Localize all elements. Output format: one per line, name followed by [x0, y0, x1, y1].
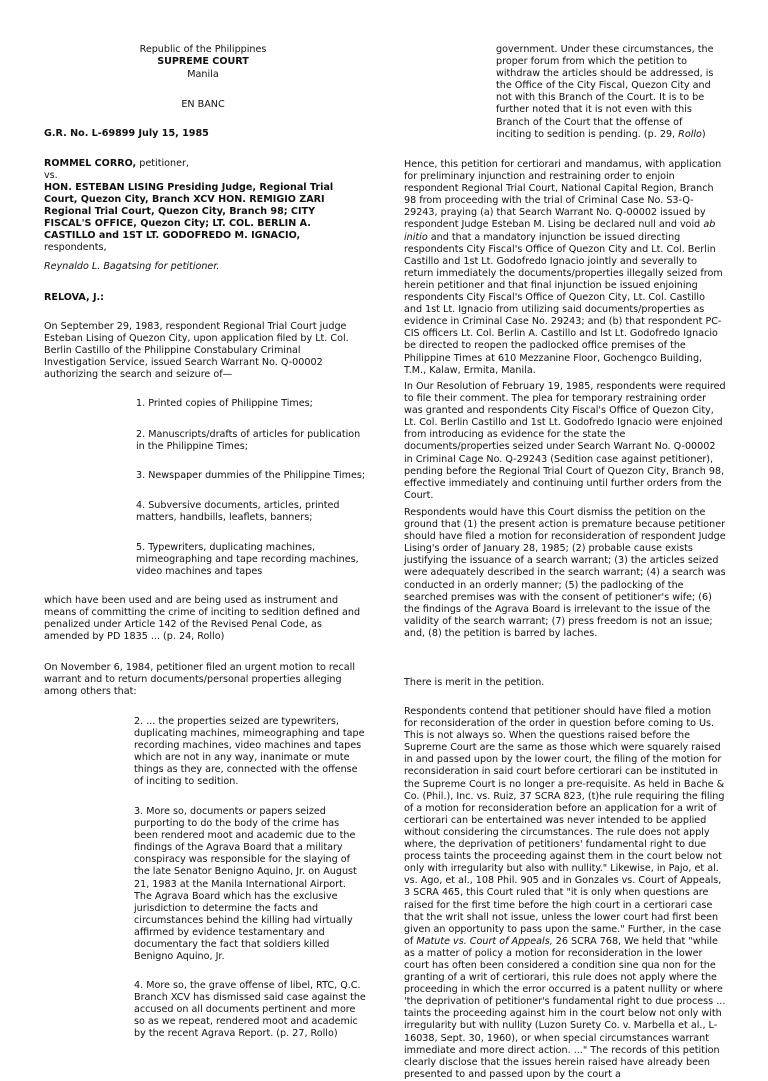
- paragraph-reconsideration: [404, 706, 726, 1081]
- court-city: Manila: [187, 69, 219, 80]
- petitioner-role: petitioner,: [136, 158, 189, 169]
- respondents-role: respondents,: [44, 242, 107, 254]
- respondents-block: [44, 182, 362, 255]
- petition-text-a: Hence, this petition for certiorari and mandamus, with application for preliminary injunction and restraining order to enjoin respondent Regional Trial Court, National Capital Region, Branch 98 from proceeding with the trial of Criminal Case No. S3-Q-29243, praying (a) that Search Warrant No. Q-00002 issued by respondent Judge Esteban M. Lising be declared null and void: [404, 159, 722, 231]
- reconsideration-text-a: Respondents contend that petitioner should have filed a motion for reconsideration of the order in question before coming to Us. This is not always so. When the questions raised before the Supreme Court are the same as those which were squarely raised in and passed upon by the lower court, the filing of the motion for reconsideration in said court before certiorari can be instituted in the Supreme Court is no longer a pre-requisite. As held in Bache & Co. (Phil.), Inc. vs. Ruiz, 37 SCRA 823, (t)he rule requiring the filing of a motion for reconsideration before an application for a writ of certiorari can be entertained was never intended to be applied without considering the circumstances. The rule does not apply where, the deprivation of petitioners' fundamental right to due process taints the proceeding against them in the court below not only with irregularity but also with nullity." Likewise, in Pajo, et al. vs. Ago, et al., 108 Phil. 905 and in Gonzales vs. Court of Appeals, 3 SCRA 465, this Court ruled that "it is only when questions are raised for the first time before the high court in a certiorari case that the writ shall not issue, unless the lower court had first been given an opportunity to pass upon the same." Further, in the case of: [404, 706, 725, 947]
- continuation-text: government. Under these circumstances, the proper forum from which the petition to withdraw the articles should be addressed, is the Office of the City Fiscal, Quezon City and not with this Branch of the Court. It is to be further noted that it is not even with this Branch of the Court that the offense of inciting to sedition is pending. (p. 29,: [496, 44, 714, 140]
- republic-line: Republic of the Philippines: [139, 44, 267, 55]
- paragraph-respondents-dismiss: Respondents would have this Court dismiss the petition on the ground that (1) the present action is premature because petitioner should have filed a motion for reconsideration of respondent Judge Lising's order of January 28, 1985; (2) probable cause exists justifying the issuance of a search warrant; (3) the articles seized were adequately described in the search warrant; (4) a search was conducted in an orderly manner; (5) the padlocking of the searched premises was with the consent of petitioner's wife; (6) the findings of the Agrava Board is irrelevant to the issue of the validity of the search warrant; (7) press freedom is not an issue; and, (8) the petition is barred by laches.: [404, 507, 726, 639]
- list-item: 3. Newspaper dummies of the Philippine Times;: [136, 470, 366, 481]
- petition-text-b: and that a mandatory injunction be issued directing respondents City Fiscal's Office of Quezon City and Lt. Col. Berlin Castillo and 1st Lt. Godofredo Ignacio jointly and severally to return immediately the documents/properties illegally seized from herein petitioner and that final injunction be issued enjoining respondents City Fiscal's Office of Quezon City, Lt. Col. Castillo and 1st Lt. Ignacio from utilizing said documents/properties as evidence in Criminal Case No. 29243; and (b) that respondent PC-CIS officers Lt. Col. Berlin A. Castillo and lst Lt. Godofredo Ignacio be directed to reopen the padlocked office premises of the Philippine Times at 610 Mezzanine Floor, Gochengco Building, T.M., Kalaw, Ermita, Manila.: [404, 231, 723, 376]
- petition-italic: ab initio: [404, 219, 716, 243]
- case-citation: Matute vs. Court of Appeals,: [416, 935, 553, 947]
- list-item: 5. Typewriters, duplicating machines, mimeographing and tape recording machines, video machines and tapes: [136, 542, 359, 578]
- paragraph-petition: [404, 159, 726, 377]
- allegation-item: 4. More so, the grave offense of libel, RTC, Q.C. Branch XCV has dismissed said case against the accused on all documents pertinent and more so as we repeat, rendered moot and academic by the recent Agrava Report. (p. 27, Rollo): [134, 980, 366, 1040]
- petitioner-name: ROMMEL CORRO,: [44, 158, 137, 169]
- reconsideration-text-b: 26 SCRA 768, We held that "while as a matter of policy a motion for reconsideration in the lower court has often been considered a condition sine qua non for the granting of a writ of certiorari, this rule does not apply where the proceeding in which the error occurred is a patent nullity or where 'the deprivation of petitioner's fundamental right to due process ... taints the proceeding against him in the court below not only with irregularity but with nullity (Luzon Surety Co. v. Marbella et al., L-16038, Sept. 30, 1960), or when special circumstances warrant immediate and more direct action. ..." The records of this petition clearly disclose that the issues herein raised have already been presented to and passed upon by the court a: [404, 935, 726, 1080]
- allegation-item: 2. ... the properties seized are typewriters, duplicating machines, mimeographing and tape recording machines, video machines and tapes which are not in any way, inanimate or mute things as they are, connected with the offense of inciting to sedition.: [134, 716, 365, 788]
- division-label: EN BANC: [181, 99, 225, 110]
- list-item: 1. Printed copies of Philippine Times;: [136, 398, 313, 409]
- court-name: SUPREME COURT: [157, 56, 249, 67]
- counsel-line: Reynaldo L. Bagatsing for petitioner.: [44, 261, 220, 272]
- list-item: 4. Subversive documents, articles, printed matters, handbills, leaflets, banners;: [136, 500, 340, 524]
- allegation-item: 3. More so, documents or papers seized purporting to do the body of the crime has been rendered moot and academic due to the findings of the Agrava Board that a military conspiracy was responsible for the slaying of the late Senator Benigno Aquino, Jr. on August 21, 1983 at the Manila International Airport. The Agrava Board which has the exclusive jurisdiction to determine the facts and circumstances behind the killing had virtually affirmed by evidence testamentary and documentary the fact that soldiers killed Benigno Aquino, Jr.: [134, 806, 357, 963]
- petitioner-line: [44, 158, 362, 170]
- rollo-ref: Rollo: [678, 128, 702, 140]
- ponente: RELOVA, J.:: [44, 292, 105, 303]
- list-item: 2. Manuscripts/drafts of articles for publication in the Philippine Times;: [136, 429, 361, 453]
- paragraph-instrument: which have been used and are being used as instrument and means of committing the crime of inciting to sedition defined and penalized under Article 142 of the Revised Penal Code, as amended by PD 1835 ... (p. 24, Rollo): [44, 595, 361, 643]
- continuation-close: ): [701, 128, 706, 140]
- paragraph-merit: There is merit in the petition.: [404, 677, 545, 688]
- continuation-quote: [496, 44, 718, 141]
- paragraph-resolution: In Our Resolution of February 19, 1985, respondents were required to file their comment. The plea for temporary restraining order was granted and respondents City Fiscal's Office of Quezon City, Lt. Col. Berlin Castillo and 1st Lt. Godofredo Ignacio were enjoined from introducing as evidence for the state the documents/properties seized under Search Warrant No. Q-00002 in Criminal Cage No. Q-29243 (Sedition case against petitioner), pending before the Regional Trial Court of Quezon City, Branch 98, effective immediately and continuing until further orders from the Court.: [404, 381, 726, 501]
- case-number: G.R. No. L-69899 July 15, 1985: [44, 128, 209, 139]
- versus: vs.: [44, 170, 58, 181]
- paragraph-search-warrant: On September 29, 1983, respondent Regional Trial Court judge Esteban Lising of Quezon City, upon application filed by Lt. Col. Berlin Castillo of the Philippine Constabulary Criminal Investigation Service, issued Search Warrant No. Q-00002 authorizing the search and seizure of—: [44, 321, 349, 381]
- respondents-names: HON. ESTEBAN LISING Presiding Judge, Regional Trial Court, Quezon City, Branch XCV HON. REMIGIO ZARI Regional Trial Court, Quezon City, Branch 98; CITY FISCAL'S OFFICE, Quezon City; LT. COL. BERLIN A. CASTILLO and 1ST LT. GODOFREDO M. IGNACIO,: [44, 182, 334, 242]
- paragraph-motion-recall: On November 6, 1984, petitioner filed an urgent motion to recall warrant and to return documents/personal properties alleging among others that:: [44, 662, 355, 698]
